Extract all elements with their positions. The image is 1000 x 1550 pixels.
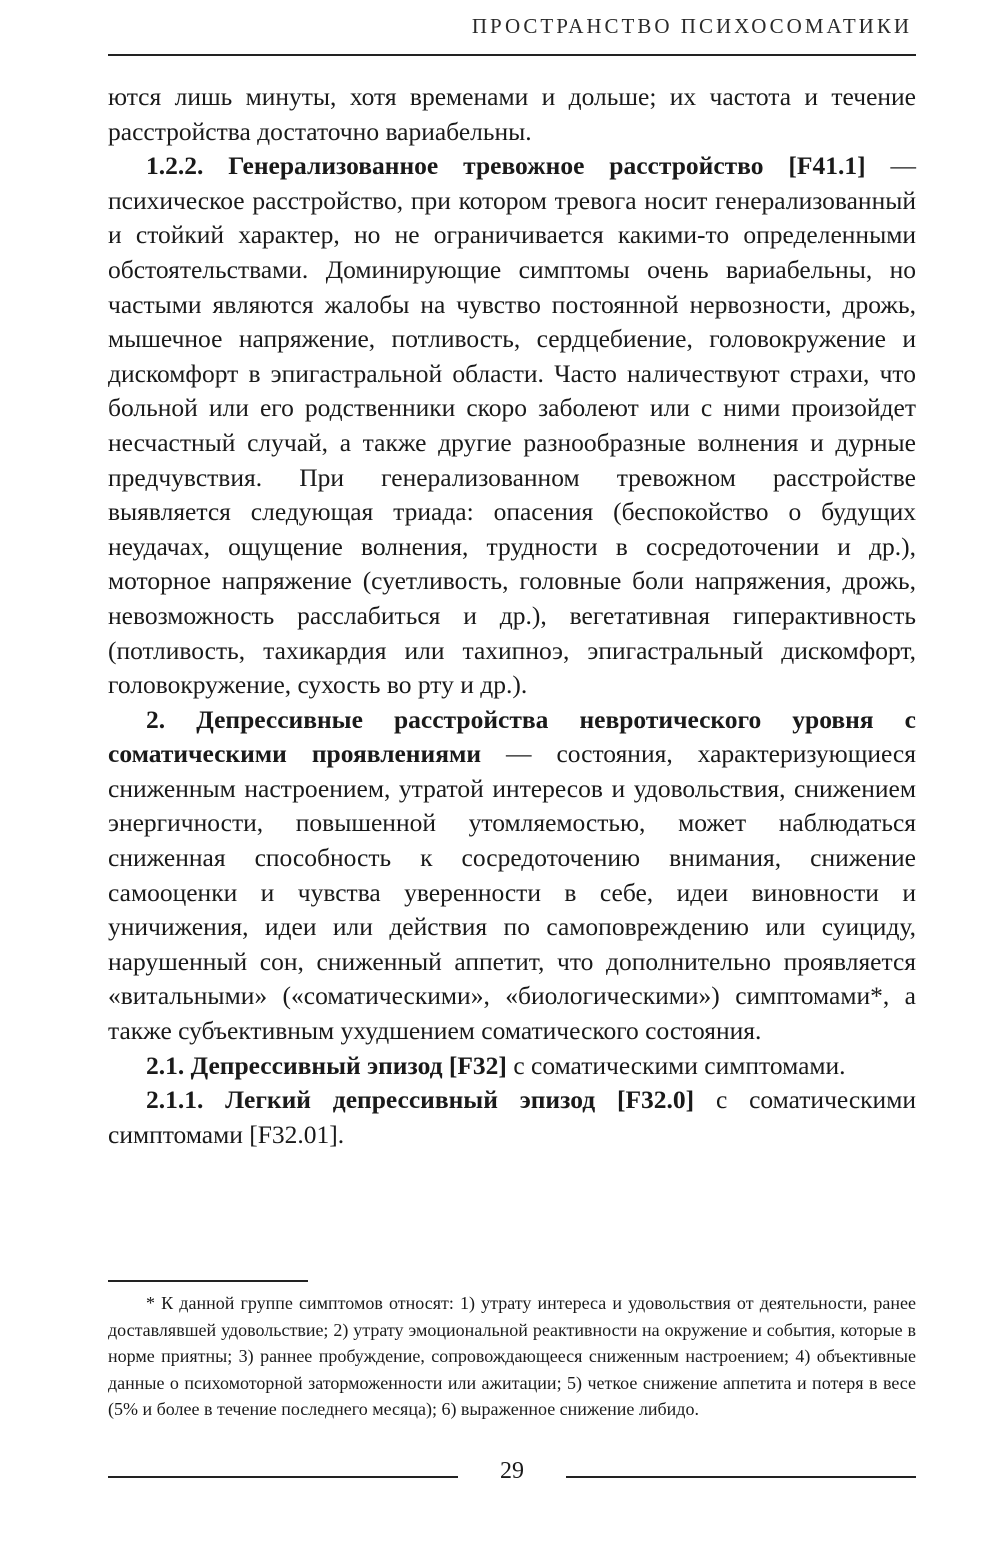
paragraph-continuation [108,80,916,149]
paragraph-text: — психическое расстройство, при котором тревога носит генерализованный и стойкий характер, но не ограничивается какими-то определенными обстоятельствами. Доминирующие симптомы очень вариабельны, но частыми являются жалобы на чувство постоянной нервозности, дрожь, мышечное напряжение, потливость, сердцебиение, головокружение и дискомфорт в эпигастральной области. Часто наличествуют страхи, что больной или его родственники скоро заболеют или с ними произойдет несчастный случай, а также другие разнообразные волнения и дурные предчувствия. При генерализованном тревожном расстройстве выявляется следующая триада: опасения (беспокойство о будущих неудачах, ощущение волнения, трудности в сосредоточении и др.), моторное напряжение (суетливость, головные боли напряжения, дрожь, невозможность расслабиться и др.), вегетативная гиперактивность (потливость, тахикардия или тахипноэ, эпигастральный дискомфорт, головокружение, сухость во рту и др.). [108,151,917,700]
header-rule [108,54,916,56]
main-text [108,80,916,1152]
paragraph-mild-episode [108,1083,916,1152]
footnote: * К данной группе симптомов относят: 1) утрату интереса и удовольствия от деятельности, ранее доставлявшей удовольствие; 2) утрату эмоциональной реактивности на окружение и события, которые в норме приятны; 3) раннее пробуждение, сопровождающееся сниженным настроением; 4) объективные данные о психомоторной заторможенности или ажитации; 5) четкое снижение аппетита и потеря в весе (5% и более в течение последнего месяца); 6) выраженное снижение либидо. [108,1293,916,1420]
paragraph-text: — состояния, характеризующиеся сниженным настроением, утратой интересов и удовольствия, снижением энергичности, повышенной утомляемостью, может наблюдаться сниженная способность к сосредоточению внимания, снижение самооценки и чувства уверенности в себе, идеи виновности и уничижения, идеи или действия по самоповреждению или суициду, нарушенный сон, сниженный аппетит, что дополнительно проявляется «витальными» («соматическими», «биологическими») симптомами*, а также субъективным ухудшением соматического состояния. [108,739,916,1046]
section-heading: 2.1.1. Легкий депрессивный эпизод [F32.0] [146,1085,695,1115]
footnote-rule [108,1280,308,1282]
page-number: 29 [500,1458,524,1484]
paragraph-text: с соматическими симптомами [F32.01]. [108,1085,916,1149]
paragraph-text: ются лишь минуты, хотя временами и дольше; их частота и течение расстройства достаточно вариабельны. [108,82,916,146]
page-footer [108,1456,916,1496]
paragraph-depressive-disorders [108,703,916,1049]
footer-rule-right [566,1476,916,1478]
section-heading: 1.2.2. Генерализованное тревожное расстройство [F41.1] [146,151,866,181]
paragraph-depressive-episode [108,1049,916,1084]
paragraph-text: с соматическими симптомами. [506,1050,846,1080]
section-heading: 2. Депрессивные расстройства невротического уровня с соматическими проявлениями [108,704,916,769]
section-heading: 2.1. Депрессивный эпизод [F32] [146,1050,507,1080]
paragraph-gad [108,149,916,703]
running-title: ПРОСТРАНСТВО ПСИХОСОМАТИКИ [471,14,912,38]
